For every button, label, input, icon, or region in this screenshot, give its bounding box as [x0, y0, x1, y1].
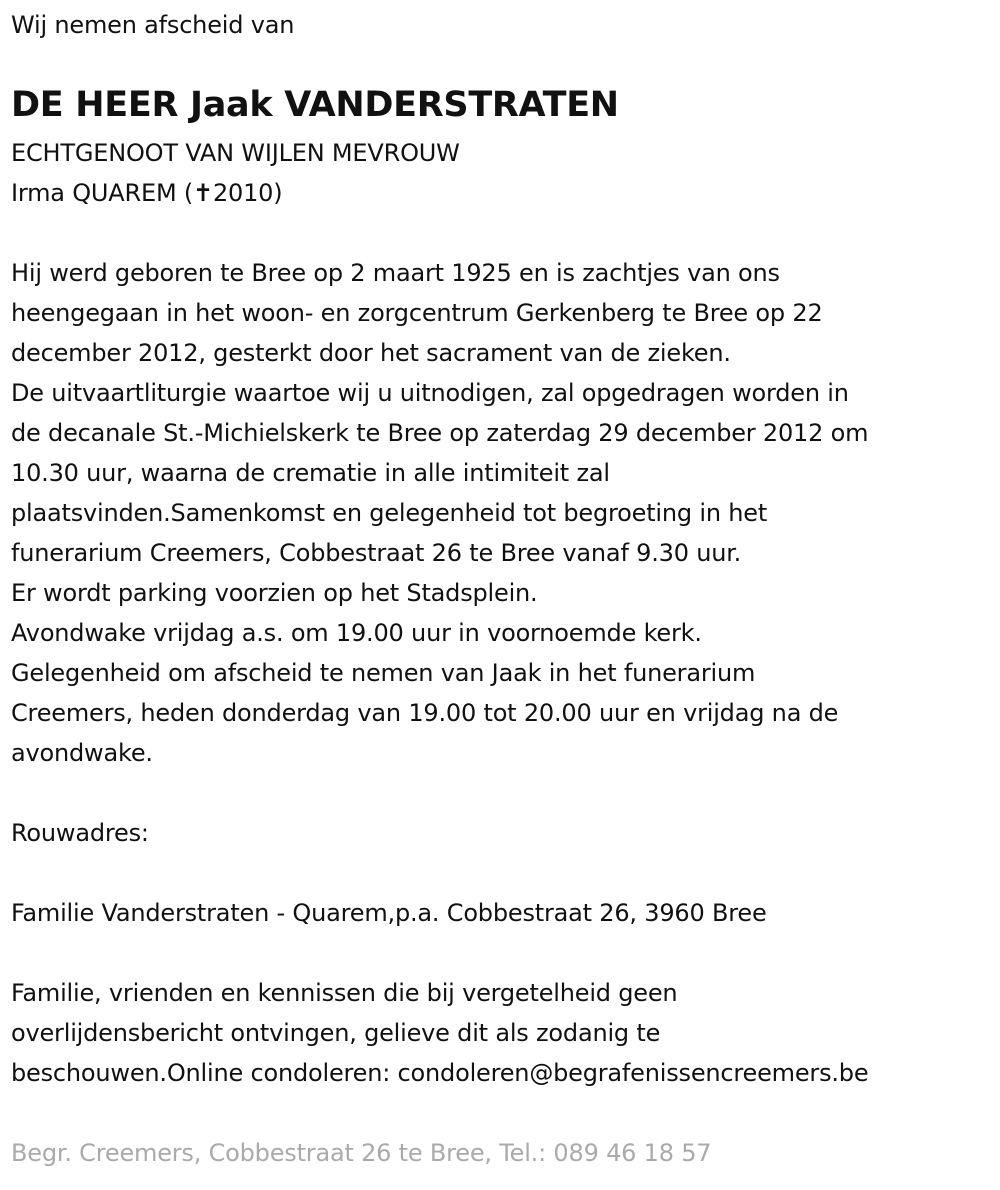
- obituary-body: [11, 253, 996, 773]
- spouse-block: [11, 133, 460, 213]
- body-line: funerarium Creemers, Cobbestraat 26 te Bree vanaf 9.30 uur.: [11, 539, 742, 567]
- spouse-line-2: Irma QUAREM (✝2010): [11, 179, 283, 207]
- notice-line: Familie, vrienden en kennissen die bij vergetelheid geen: [11, 979, 678, 1007]
- body-line: Avondwake vrijdag a.s. om 19.00 uur in voornoemde kerk.: [11, 619, 702, 647]
- body-line: plaatsvinden.Samenkomst en gelegenheid tot begroeting in het: [11, 499, 768, 527]
- body-line: Hij werd geboren te Bree op 2 maart 1925 en is zachtjes van ons: [11, 259, 780, 287]
- body-line: Gelegenheid om afscheid te nemen van Jaak in het funerarium: [11, 659, 756, 687]
- rouwadres-label: Rouwadres:: [11, 819, 149, 847]
- body-line: december 2012, gesterkt door het sacrament van de zieken.: [11, 339, 731, 367]
- body-line: De uitvaartliturgie waartoe wij u uitnodigen, zal opgedragen worden in: [11, 379, 849, 407]
- notice-line: overlijdensbericht ontvingen, gelieve dit als zodanig te: [11, 1019, 661, 1047]
- body-line: Creemers, heden donderdag van 19.00 tot 20.00 uur en vrijdag na de: [11, 699, 839, 727]
- notice-line: beschouwen.Online condoleren: condoleren@begrafenissencreemers.be: [11, 1059, 869, 1087]
- body-line: heengegaan in het woon- en zorgcentrum Gerkenberg te Bree op 22: [11, 299, 823, 327]
- condolence-notice: [11, 973, 868, 1093]
- body-line: de decanale St.-Michielskerk te Bree op zaterdag 29 december 2012 om: [11, 419, 869, 447]
- body-line: 10.30 uur, waarna de crematie in alle intimiteit zal: [11, 459, 610, 487]
- body-line: Er wordt parking voorzien op het Stadsplein.: [11, 579, 538, 607]
- spouse-line-1: ECHTGENOOT VAN WIJLEN MEVROUW: [11, 139, 460, 167]
- body-line: avondwake.: [11, 739, 153, 767]
- rouwadres-address: Familie Vanderstraten - Quarem,p.a. Cobbestraat 26, 3960 Bree: [11, 899, 767, 927]
- intro-text: Wij nemen afscheid van: [11, 11, 295, 39]
- deceased-name: DE HEER Jaak VANDERSTRATEN: [11, 85, 619, 125]
- funeral-home-footer: Begr. Creemers, Cobbestraat 26 te Bree, Tel.: 089 46 18 57: [11, 1139, 712, 1167]
